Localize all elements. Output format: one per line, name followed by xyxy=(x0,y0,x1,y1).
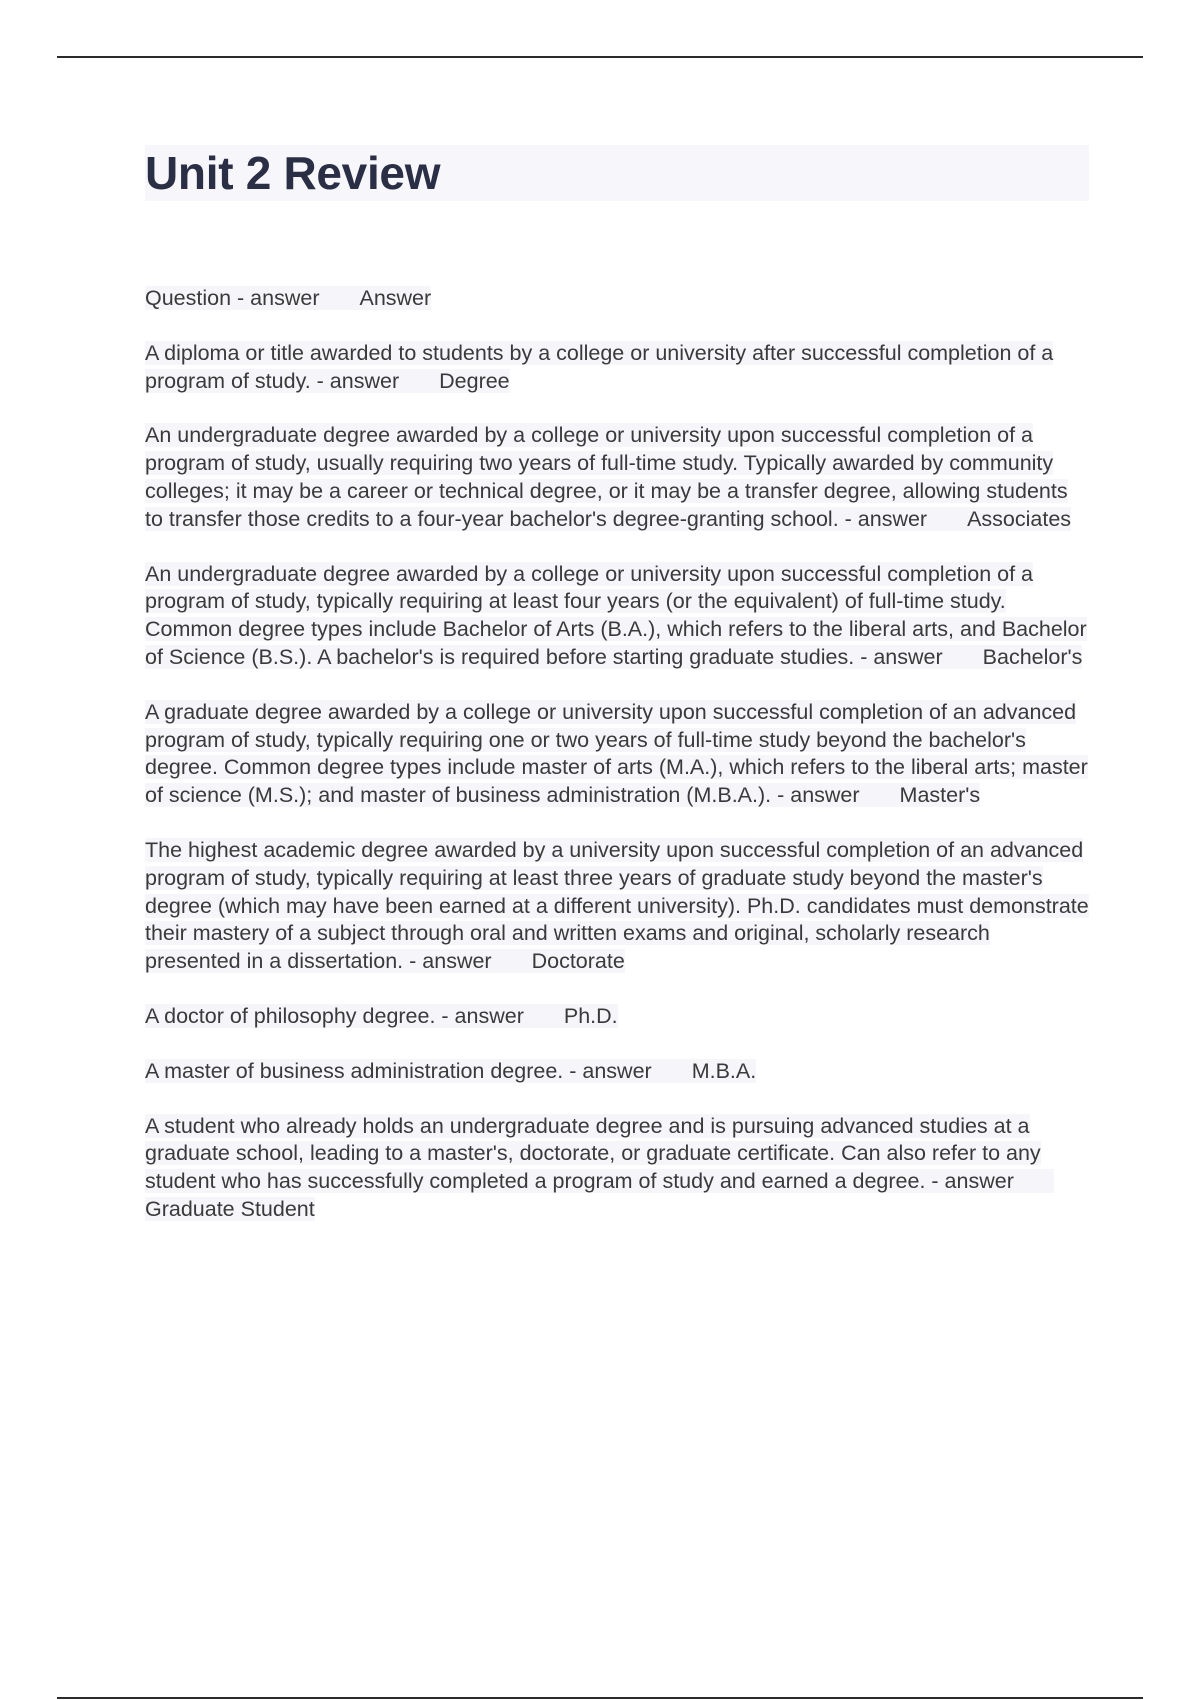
question-text: A doctor of philosophy degree. xyxy=(145,1003,436,1028)
question-text: Question xyxy=(145,286,232,310)
qa-item xyxy=(145,699,1090,810)
answer-separator: - answer xyxy=(854,644,943,669)
answer-separator: - answer xyxy=(771,783,860,808)
qa-item xyxy=(145,1113,1090,1224)
answer-separator: - answer xyxy=(838,506,928,531)
qa-item xyxy=(145,837,1090,976)
question-text: A graduate degree awarded by a college or university upon successful completion of an advanced program of study, typically requiring one or two years of full-time study beyond the bachelor's degree. Common degree types include master of arts (M.A.), which refers to the liberal arts; master of science (M.S.); and master of business administration (M.B.A.). xyxy=(145,699,1088,808)
bottom-rule xyxy=(57,1697,1143,1699)
qa-item xyxy=(145,561,1090,672)
question-text: A diploma or title awarded to students by a college or university after successful completion of a program of study. xyxy=(145,340,1054,393)
answer-text: Answer xyxy=(359,286,432,310)
answer-text: Degree xyxy=(439,368,510,393)
answer-separator: - answer xyxy=(563,1058,652,1083)
answer-text: Master's xyxy=(899,783,981,808)
answer-text: Graduate Student xyxy=(145,1196,315,1221)
answer-separator: - answer xyxy=(925,1169,1014,1194)
question-text: The highest academic degree awarded by a university upon successful completion of an advanced program of study, typically requiring at least three years of graduate study beyond the master's degree (which may have been earned at a different university). Ph.D. candidates must demonstrate their mastery of a subject through oral and written exams and original, scholarly research presented in a dissertation. xyxy=(145,837,1089,974)
question-text: A master of business administration degree. xyxy=(145,1058,564,1083)
question-text: A student who already holds an undergraduate degree and is pursuing advanced studies at a graduate school, leading to a master's, doctorate, or graduate certificate. Can also refer to any student who has successfully completed a program of study and earned a degree. xyxy=(145,1113,1041,1194)
answer-text: Ph.D. xyxy=(563,1003,618,1028)
qa-list xyxy=(145,285,1090,1251)
answer-text: Associates xyxy=(967,506,1072,531)
question-text: An undergraduate degree awarded by a college or university upon successful completion of a program of study, usually requiring two years of full-time study. Typically awarded by community colleges; it may be a career or technical degree, or it may be a transfer degree, allowing students to transfer those credits to a four-year bachelor's degree-granting school. xyxy=(145,423,1068,531)
qa-item xyxy=(145,285,1090,313)
qa-item xyxy=(145,1003,1090,1031)
answer-text: M.B.A. xyxy=(691,1058,757,1083)
page-title: Unit 2 Review xyxy=(145,147,441,199)
answer-separator: - answer xyxy=(231,286,320,310)
qa-item xyxy=(145,340,1090,396)
qa-item xyxy=(145,1058,1090,1086)
answer-separator: - answer xyxy=(403,949,492,974)
qa-item xyxy=(145,422,1090,533)
answer-separator: - answer xyxy=(310,368,400,393)
top-rule xyxy=(57,56,1143,58)
answer-text: Bachelor's xyxy=(982,644,1083,669)
answer-separator: - answer xyxy=(435,1003,524,1028)
answer-text: Doctorate xyxy=(531,949,625,974)
question-text: An undergraduate degree awarded by a college or university upon successful completion of a program of study, typically requiring at least four years (or the equivalent) of full-time study. Common degree types include Bachelor of Arts (B.A.), which refers to the liberal arts, and Bachelor of Science (B.S.). A bachelor's is required before starting graduate studies. xyxy=(145,561,1087,669)
